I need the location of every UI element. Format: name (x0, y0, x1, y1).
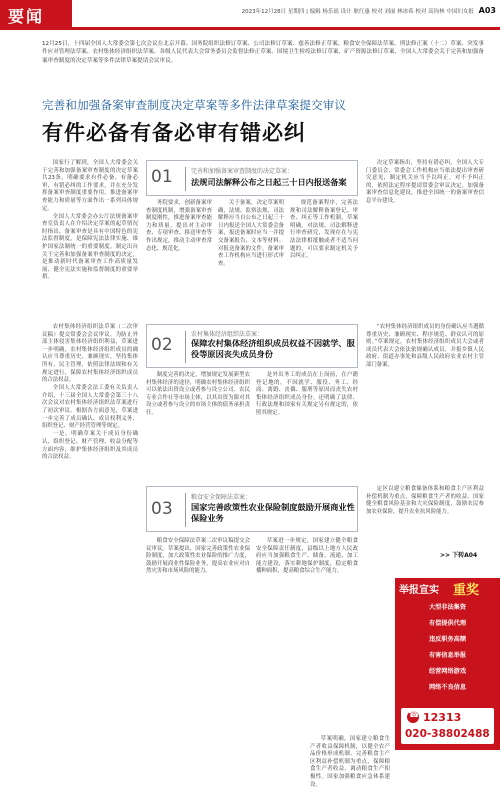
header-rule (72, 27, 500, 30)
main-headline: 有件必备有备必审有错必纠 (42, 121, 306, 145)
column-s1-d (366, 160, 484, 308)
column-left-top (42, 160, 138, 308)
ad-line: 大型非法集资 (428, 604, 467, 611)
section-title: 要闻 (8, 7, 45, 26)
section-badge (0, 0, 72, 30)
section-subtitle: 完善和加强备案审查制度的决定草案： (191, 168, 294, 175)
paragraph: 务院要求，创新备案审查制度机制，增强备案审查制度刚性，推进备案审查能力和质量。提出对主动审查、专项审查、移送审查等作出规定，推动主动审查常态化、规范化。 (146, 200, 212, 252)
section-title: 法规司法解释公布之日起三十日内报送备案 (191, 177, 347, 187)
paragraph: 草案明确，国家建立粮食生产者收益保障机制，以健全农产品价格形成机制、完善粮食主产区利益补偿机制为重点，保障粮食生产者收益，调动粮食生产积极性。国家加强粮食应急体系建设。 (310, 736, 390, 788)
header-meta (242, 6, 496, 15)
paragraph: 粮食安全保障法草案二次审议稿提交会议审议。草案提出，国家完善政策性农业保险制度，加大政策性农业保险的推广力度，鼓励开展商业性保险业务，提高农业应对自然灾害和市场风险的能力。 (146, 538, 250, 575)
section-title: 保障农村集体经济组织成员权益不因就学、服役等原因丧失成员身份 (191, 338, 355, 359)
paragraph: 一是，明确草案关于成员身份确认、组织登记、财产管理、收益分配等方面内容，维护集体经济组织及其成员的合法权益。 (42, 431, 138, 461)
ad-phone-short: 12313 (423, 711, 462, 724)
paragraph: 规范备案程序，完善法规和司法解释备案登记、审查、纠正等工作机制。草案明确，对法规、司法解释进行审查研究，发现存在与宪法法律相抵触或者不适当问题的，可以要求制定机关予以纠正。 (290, 200, 358, 260)
ad-line: 有偿提供代理 (428, 620, 467, 627)
section-title: 国家完善政策性农业保险制度鼓励开展商业性保险业务 (191, 502, 355, 523)
page-number: A03 (478, 6, 496, 15)
kicker-headline: 完善和加强备案审查制度决定草案等多件法律草案提交审议 (42, 98, 347, 112)
ad-highlight: 重奖 (453, 583, 480, 598)
paragraph: “农村集体经济组织成员的身份确认应当遵循尊重历史、兼顾现实、程序规范、群众认可的原则。”草案规定，农村集体经济组织成员大会或者成员代表大会依法依规确认成员，并报乡镇人民政府、街道办事处和县级人民政府农业农村主管部门备案。 (366, 324, 484, 368)
column-s1-c (290, 160, 358, 308)
paragraph: 全国人大常委会法工委有关负责人介绍，十三届全国人大常委会第三十八次会议对农村集体经济组织法草案进行了初次审议。根据各方面意见，草案进一步完善了成员确认、成员权利义务、组织登记、财产经营管理等规定。 (42, 385, 138, 430)
section-number: 03 (151, 499, 173, 519)
paragraph: 定区以建立粮食储备体系和粮食主产区利益补偿机制为重点，保障粮食生产者的收益。国家健全粮食风险基金和大灾保险制度，鼓励农民参加农业保险，提升农业抗风险能力。 (366, 486, 484, 515)
ad-headline: 举报宣实 (399, 585, 439, 596)
section-number: 02 (151, 335, 173, 355)
column-s2-c (366, 324, 484, 464)
issue-info: 2023年12月28日 星期四 | 编辑 杨乐瑶 设计 耿红惠 校对 刘丽 林冰希 校对 高钧林 中国妇女报 (241, 9, 474, 15)
paragraph: 全国人大常委会办公厅法规备案审查室负责人在介绍决定草案的起草情况时指出，备案审查是具有中国特色的宪法监督制度，是保障宪法法律实施、维护国家法制统一的重要制度。制定出台关于完善和加强备案审查制度的决定，是推动新时代备案审查工作高质量发展、健全宪法实施和监督制度的重要举措。 (42, 213, 138, 281)
paragraph: 关于备案，决定草案明确，法规、监察法规、司法解释应当自公布之日起三十日内报送全国人大常委会备案，报送备案时应当一并提交备案报告、文本等材料。对报送备案的文件，备案审查工作机构应当进行形式审查。 (218, 200, 284, 267)
ad-line: 经营网络游戏 (428, 668, 467, 675)
ad-phone-box (401, 708, 494, 744)
advertisement (395, 578, 500, 750)
column-s2-a (146, 372, 250, 464)
section-number: 01 (151, 167, 173, 187)
column-s3-d (366, 486, 484, 546)
divider (185, 167, 186, 191)
ad-line: 网络不良信息 (428, 684, 467, 691)
column-s2-b (256, 372, 358, 464)
page-header (0, 0, 500, 34)
column-left-mid (42, 324, 138, 464)
continue-label: >> 下转A04 (440, 552, 478, 559)
column-s1-b (218, 200, 284, 308)
lead-paragraph: 12月25日，十四届全国人大常委会第七次会议在北京开幕。国务院组织法修订草案、公司法修订草案、慈善法修正草案、粮食安全保障法草案、刑法修正案（十二）草案、突发事件应对管理法草案、农村集体经济组织法草案、各级人民代表大会常务委员会监督法修正草案、国境卫生检疫法修订草案、矿产资源法修订草案、全国人大常委会关于完善和加强备案审查制度的决定草案等多件法律草案提请会议审议。 (42, 41, 484, 64)
section-subtitle: 粮食安全保障法草案： (191, 494, 252, 501)
ad-phone-long: 020-38802488 (405, 728, 490, 740)
section-subtitle: 农村集体经济组织法草案： (191, 331, 264, 338)
paragraph: 制度完善的决定，增加规定发展新型农村集体经济的途径，明确农村集体经济组织可以依法出资设立或者参与设立公司、农民专业合作社等市场主体，以其出资为限对其设立或者参与设立的市场主体的债务承担责任。 (146, 372, 250, 416)
paragraph: 国家行了解到，全国人大常委会关于完善和加强备案审查制度的决定草案共23条，明确要求有件必备、有备必审、有错必纠的工作要求，并在充分发挥备案审查制度重要作用，推进备案审查能力和质量等方面作出一系列具体规定。 (42, 160, 138, 212)
phone-icon (407, 711, 419, 723)
ad-line: 有害信息举报 (428, 652, 467, 659)
ad-line: 违反职务高额 (428, 636, 467, 643)
paragraph: 草案进一步规定，国家建立健全粮食安全保障责任制度，县级以上地方人民政府应当加强粮食生产、储备、流通、加工能力建设，落实耕地保护制度，稳定粮食播种面积，提高粮食综合生产能力。 (256, 538, 358, 575)
paragraph: 决定草案指出，坚持有错必纠，全国人大专门委员会、常委会工作机构应当依法提出审查研究意见，制定机关应当予以纠正。对不予纠正的，依照法定程序提请常委会审议决定。加强备案审查信息化建设，推进全国统一的备案审查信息平台建设。 (366, 160, 484, 204)
divider (185, 493, 186, 527)
paragraph: 农村集体经济组织法草案（二次审议稿）提交常委会会议审议，为防止外部主体侵害集体经济组织利益，草案进一步明确，农村集体经济组织成员的确认应当尊重历史、兼顾现实，坚持集体所有、民主管理，依照法律法规和有关规定进行，保障农村集体经济组织成员的合法权益。 (42, 324, 138, 384)
divider (185, 331, 186, 363)
column-s1-a (146, 200, 212, 308)
paragraph: 是外出务工的成员在上岗前，在户籍登记地的，不因就学、服役、务工、经商、离婚、丧偶、服刑等原因而丧失农村集体经济组织成员身份。还明确了法律、行政法规和国家有关规定另有规定的，依照其规定。 (256, 372, 358, 416)
section-02-header (146, 324, 358, 368)
column-s3-a (146, 538, 250, 744)
